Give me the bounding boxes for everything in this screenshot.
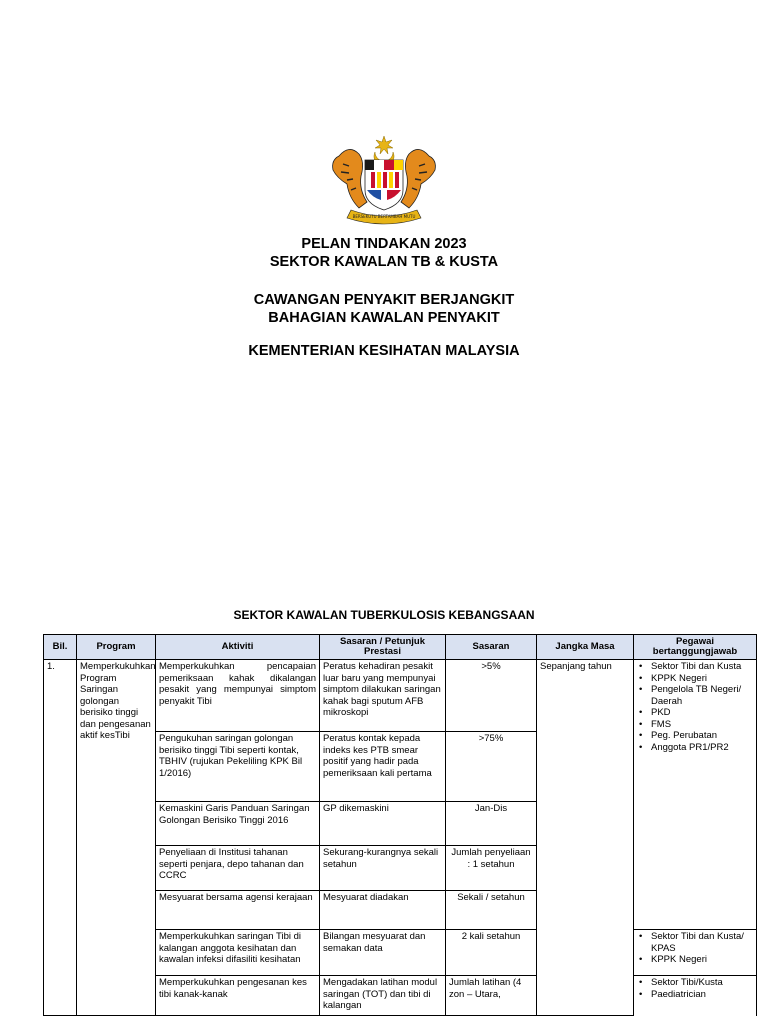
cell-pegawai-group2 [634,930,757,976]
pegawai-list-item: • PKD [649,707,753,719]
pegawai-list-item: • Peg. Perubatan [649,730,753,742]
cell-aktiviti: Pengukuhan saringan golongan berisiko tinggi Tibi seperti kontak, TBHIV (rujukan Pekeliling KPK Bil 1/2016) [156,732,320,802]
pegawai-list-item: • Pengelola TB Negeri/ Daerah [649,684,753,707]
ministry-title: KEMENTERIAN KESIHATAN MALAYSIA [248,343,520,359]
column-header-sasaran: Sasaran [446,635,537,660]
svg-text:BERSEKUTU BERTAMBAH MUTU: BERSEKUTU BERTAMBAH MUTU [352,214,416,219]
cell-aktiviti: Penyeliaan di Institusi tahanan seperti penjara, depo tahanan dan CCRC [156,846,320,891]
column-header-jangka-masa: Jangka Masa [537,635,634,660]
cell-petunjuk: Sekurang-kurangnya sekali setahun [320,846,446,891]
cell-sasaran: Jan-Dis [446,802,537,846]
cell-pegawai-group3 [634,976,757,1016]
pegawai-list-item: • Sektor Tibi/Kusta [649,977,753,989]
document-title-block [0,235,768,271]
cell-jangka-masa: Sepanjang tahun [537,660,634,1016]
pegawai-list-item: • KPPK Negeri [649,954,753,966]
table-row [44,660,757,732]
column-header-petunjuk: Sasaran / Petunjuk Prestasi [320,635,446,660]
cell-sasaran: Sekali / setahun [446,891,537,930]
cell-aktiviti: Memperkukuhkan pencapaian pemeriksaan kahak dikalangan pesakit yang mempunyai simptom penyakit Tibi [156,660,320,732]
cell-pegawai-group1 [634,660,757,930]
pegawai-list-item: • FMS [649,719,753,731]
cell-program: Memperkukuhkan Program Saringan golongan berisiko tinggi dan pengesanan aktif kesTibi [77,660,156,1016]
coat-of-arms-logo [325,134,443,226]
column-header-program: Program [77,635,156,660]
cell-petunjuk: Mengadakan latihan modul saringan (TOT) dan tibi di kalangan [320,976,446,1016]
action-plan-table [43,634,757,1016]
pegawai-list [637,977,753,1000]
pegawai-list-item: • Paediatrician [649,989,753,1001]
plan-title: PELAN TINDAKAN 2023 [301,236,467,252]
cell-sasaran: 2 kali setahun [446,930,537,976]
cell-sasaran: Jumlah latihan (4 zon – Utara, [446,976,537,1016]
cell-petunjuk: Bilangan mesyuarat dan semakan data [320,930,446,976]
sector-title: SEKTOR KAWALAN TB & KUSTA [269,254,499,270]
cell-aktiviti: Memperkukuhkan pengesanan kes tibi kanak-kanak [156,976,320,1016]
cell-aktiviti: Kemaskini Garis Panduan Saringan Golongan Berisiko Tinggi 2016 [156,802,320,846]
column-header-aktiviti: Aktiviti [156,635,320,660]
cell-aktiviti: Mesyuarat bersama agensi kerajaan [156,891,320,930]
table-header-row [44,635,757,660]
pegawai-list [637,661,753,753]
ministry-block [0,342,768,360]
cell-petunjuk: Mesyuarat diadakan [320,891,446,930]
cell-sasaran: Jumlah penyeliaan : 1 setahun [446,846,537,891]
cell-sasaran: >5% [446,660,537,732]
pegawai-list-item: • KPPK Negeri [649,673,753,685]
cell-bil: 1. [44,660,77,1016]
cell-sasaran: >75% [446,732,537,802]
cell-aktiviti: Memperkukuhkan saringan Tibi di kalangan anggota kesihatan dan kawalan infeksi difasiliti kesihatan [156,930,320,976]
pegawai-list-item: • Sektor Tibi dan Kusta [649,661,753,673]
pegawai-list-item: • Sektor Tibi dan Kusta/ KPAS [649,931,753,954]
column-header-bil: Bil. [44,635,77,660]
branch-title: CAWANGAN PENYAKIT BERJANGKIT [253,292,515,308]
department-block [0,291,768,327]
cell-petunjuk: Peratus kehadiran pesakit luar baru yang mempunyai simptom dilakukan saringan kahak bagi sputum AFB mikroskopi [320,660,446,732]
cell-petunjuk: GP dikemaskini [320,802,446,846]
pegawai-list [637,931,753,966]
column-header-pegawai: Pegawai bertanggungjawab [634,635,757,660]
section-title: SEKTOR KAWALAN TUBERKULOSIS KEBANGSAAN [233,608,535,622]
cell-petunjuk: Peratus kontak kepada indeks kes PTB smear positif yang hadir pada pemeriksaan kali pertama [320,732,446,802]
division-title: BAHAGIAN KAWALAN PENYAKIT [268,310,500,326]
pegawai-list-item: • Anggota PR1/PR2 [649,742,753,754]
